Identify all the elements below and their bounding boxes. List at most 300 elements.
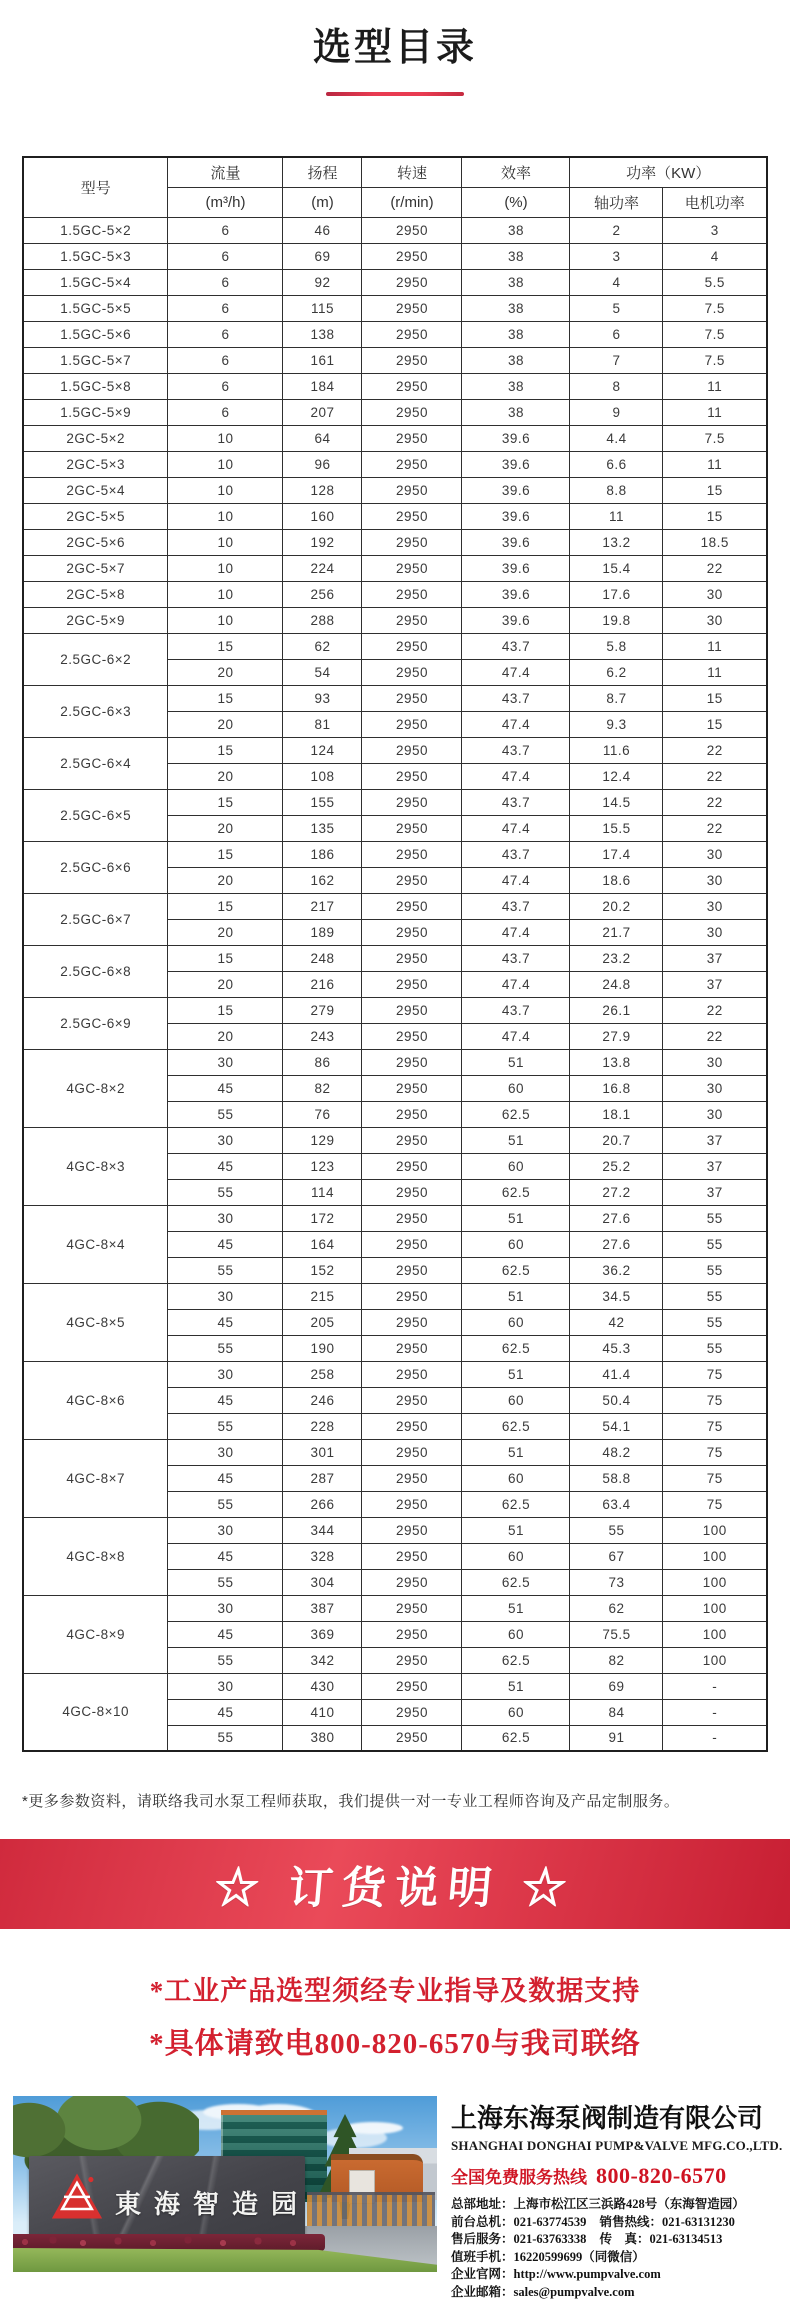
value-cell: 75 bbox=[663, 1439, 767, 1465]
value-cell: 22 bbox=[663, 737, 767, 763]
value-cell: 115 bbox=[283, 295, 362, 321]
table-row bbox=[23, 373, 767, 399]
value-cell: 6 bbox=[168, 373, 283, 399]
value-cell: 51 bbox=[462, 1049, 570, 1075]
value-cell: 224 bbox=[283, 555, 362, 581]
table-row bbox=[23, 529, 767, 555]
model-cell: 4GC-8×8 bbox=[23, 1517, 168, 1595]
value-cell: 2950 bbox=[362, 659, 462, 685]
hotline-number: 800-820-6570 bbox=[596, 2163, 727, 2188]
value-cell: 2950 bbox=[362, 997, 462, 1023]
value-cell: 2950 bbox=[362, 217, 462, 243]
table-row bbox=[23, 945, 767, 971]
value-cell: 344 bbox=[283, 1517, 362, 1543]
contact-label: 售后服务： bbox=[451, 2232, 514, 2247]
contact-pair bbox=[451, 2232, 586, 2246]
model-cell: 1.5GC-5×9 bbox=[23, 399, 168, 425]
value-cell: 6 bbox=[168, 321, 283, 347]
value-cell: 2950 bbox=[362, 789, 462, 815]
value-cell: 15 bbox=[168, 685, 283, 711]
table-header-row-1 bbox=[23, 157, 767, 187]
value-cell: 2950 bbox=[362, 1049, 462, 1075]
value-cell: 55 bbox=[168, 1413, 283, 1439]
value-cell: 9 bbox=[570, 399, 663, 425]
value-cell: 62.5 bbox=[462, 1491, 570, 1517]
value-cell: 304 bbox=[283, 1569, 362, 1595]
donghai-logo-icon bbox=[51, 2172, 103, 2220]
model-cell: 1.5GC-5×3 bbox=[23, 243, 168, 269]
value-cell: 38 bbox=[462, 321, 570, 347]
contact-label: 值班手机： bbox=[451, 2249, 514, 2264]
model-cell: 4GC-8×10 bbox=[23, 1673, 168, 1751]
value-cell: 60 bbox=[462, 1387, 570, 1413]
value-cell: 86 bbox=[283, 1049, 362, 1075]
contact-label: 销售热线： bbox=[599, 2214, 662, 2229]
value-cell: 2950 bbox=[362, 1023, 462, 1049]
value-cell: 2950 bbox=[362, 971, 462, 997]
value-cell: 138 bbox=[283, 321, 362, 347]
table-row bbox=[23, 243, 767, 269]
value-cell: 4 bbox=[570, 269, 663, 295]
value-cell: 51 bbox=[462, 1439, 570, 1465]
contact-label: 企业官网： bbox=[451, 2267, 514, 2282]
value-cell: 128 bbox=[283, 477, 362, 503]
value-cell: 410 bbox=[283, 1699, 362, 1725]
value-cell: 23.2 bbox=[570, 945, 663, 971]
value-cell: 20 bbox=[168, 971, 283, 997]
value-cell: 69 bbox=[283, 243, 362, 269]
model-cell: 4GC-8×3 bbox=[23, 1127, 168, 1205]
catalog-table-body bbox=[23, 217, 767, 1751]
value-cell: 2950 bbox=[362, 1595, 462, 1621]
value-cell: 123 bbox=[283, 1153, 362, 1179]
value-cell: 55 bbox=[168, 1569, 283, 1595]
value-cell: 22 bbox=[663, 815, 767, 841]
value-cell: 17.4 bbox=[570, 841, 663, 867]
value-cell: 6 bbox=[168, 269, 283, 295]
value-cell: 228 bbox=[283, 1413, 362, 1439]
value-cell: 10 bbox=[168, 555, 283, 581]
table-row bbox=[23, 1283, 767, 1309]
value-cell: 301 bbox=[283, 1439, 362, 1465]
table-row bbox=[23, 737, 767, 763]
value-cell: 91 bbox=[570, 1725, 663, 1751]
value-cell: 6 bbox=[570, 321, 663, 347]
value-cell: 15 bbox=[663, 503, 767, 529]
value-cell: - bbox=[663, 1725, 767, 1751]
value-cell: 13.2 bbox=[570, 529, 663, 555]
value-cell: 15.4 bbox=[570, 555, 663, 581]
value-cell: 6 bbox=[168, 347, 283, 373]
value-cell: 207 bbox=[283, 399, 362, 425]
contact-value: 021-63774539 bbox=[513, 2214, 587, 2229]
value-cell: 62.5 bbox=[462, 1179, 570, 1205]
value-cell: 84 bbox=[570, 1699, 663, 1725]
value-cell: 30 bbox=[663, 841, 767, 867]
value-cell: 58.8 bbox=[570, 1465, 663, 1491]
order-notes bbox=[0, 1969, 790, 2062]
table-row bbox=[23, 685, 767, 711]
value-cell: 62.5 bbox=[462, 1647, 570, 1673]
value-cell: 2950 bbox=[362, 269, 462, 295]
model-cell: 2GC-5×8 bbox=[23, 581, 168, 607]
value-cell: 2950 bbox=[362, 321, 462, 347]
photo-sign-wall bbox=[29, 2156, 311, 2240]
value-cell: 2950 bbox=[362, 1699, 462, 1725]
value-cell: 11 bbox=[663, 633, 767, 659]
value-cell: 15 bbox=[168, 789, 283, 815]
page-title: 选型目录 bbox=[312, 27, 477, 69]
table-row bbox=[23, 997, 767, 1023]
value-cell: 62.5 bbox=[462, 1101, 570, 1127]
value-cell: 6 bbox=[168, 295, 283, 321]
value-cell: 7.5 bbox=[663, 347, 767, 373]
value-cell: 217 bbox=[283, 893, 362, 919]
model-cell: 4GC-8×2 bbox=[23, 1049, 168, 1127]
value-cell: 43.7 bbox=[462, 841, 570, 867]
value-cell: 266 bbox=[283, 1491, 362, 1517]
value-cell: 2950 bbox=[362, 1127, 462, 1153]
value-cell: - bbox=[663, 1673, 767, 1699]
value-cell: 2950 bbox=[362, 243, 462, 269]
value-cell: 15 bbox=[168, 841, 283, 867]
value-cell: 43.7 bbox=[462, 997, 570, 1023]
col-header-flow: 流量 bbox=[168, 157, 283, 187]
value-cell: 2950 bbox=[362, 425, 462, 451]
value-cell: 45 bbox=[168, 1543, 283, 1569]
photo-folding-gate bbox=[307, 2192, 435, 2228]
table-row bbox=[23, 633, 767, 659]
model-cell: 2GC-5×6 bbox=[23, 529, 168, 555]
value-cell: 76 bbox=[283, 1101, 362, 1127]
contact-row bbox=[451, 2214, 777, 2232]
value-cell: 22 bbox=[663, 789, 767, 815]
value-cell: 2950 bbox=[362, 919, 462, 945]
contact-value: 021-63131230 bbox=[661, 2214, 735, 2229]
model-cell: 2.5GC-6×4 bbox=[23, 737, 168, 789]
value-cell: 38 bbox=[462, 269, 570, 295]
contact-label: 前台总机： bbox=[451, 2214, 514, 2229]
table-row bbox=[23, 1595, 767, 1621]
value-cell: 45 bbox=[168, 1309, 283, 1335]
value-cell: 45 bbox=[168, 1621, 283, 1647]
value-cell: 46 bbox=[283, 217, 362, 243]
hotline-label: 全国免费服务热线 bbox=[451, 2168, 587, 2187]
table-row bbox=[23, 555, 767, 581]
value-cell: 184 bbox=[283, 373, 362, 399]
value-cell: 2950 bbox=[362, 451, 462, 477]
value-cell: 45 bbox=[168, 1153, 283, 1179]
gate-sign-text: 東海智造园 bbox=[115, 2189, 311, 2219]
value-cell: 162 bbox=[283, 867, 362, 893]
value-cell: 34.5 bbox=[570, 1283, 663, 1309]
model-cell: 2GC-5×7 bbox=[23, 555, 168, 581]
value-cell: 10 bbox=[168, 607, 283, 633]
value-cell: 380 bbox=[283, 1725, 362, 1751]
value-cell: 30 bbox=[168, 1127, 283, 1153]
table-row bbox=[23, 1673, 767, 1699]
contact-pair bbox=[451, 2250, 645, 2264]
contact-pair bbox=[451, 2267, 661, 2281]
value-cell: 30 bbox=[168, 1595, 283, 1621]
contact-row bbox=[451, 2196, 777, 2214]
value-cell: 20 bbox=[168, 763, 283, 789]
value-cell: 2950 bbox=[362, 347, 462, 373]
table-row bbox=[23, 347, 767, 373]
value-cell: 164 bbox=[283, 1231, 362, 1257]
value-cell: 2950 bbox=[362, 1231, 462, 1257]
value-cell: 43.7 bbox=[462, 685, 570, 711]
value-cell: 73 bbox=[570, 1569, 663, 1595]
value-cell: 2950 bbox=[362, 1361, 462, 1387]
value-cell: 342 bbox=[283, 1647, 362, 1673]
table-row bbox=[23, 321, 767, 347]
value-cell: 100 bbox=[663, 1569, 767, 1595]
value-cell: 2950 bbox=[362, 1309, 462, 1335]
model-cell: 4GC-8×7 bbox=[23, 1439, 168, 1517]
value-cell: 6 bbox=[168, 243, 283, 269]
value-cell: 328 bbox=[283, 1543, 362, 1569]
value-cell: 60 bbox=[462, 1231, 570, 1257]
value-cell: 186 bbox=[283, 841, 362, 867]
title-underline bbox=[326, 92, 464, 96]
value-cell: 75 bbox=[663, 1413, 767, 1439]
value-cell: 45.3 bbox=[570, 1335, 663, 1361]
col-unit-speed: (r/min) bbox=[362, 187, 462, 217]
value-cell: 10 bbox=[168, 451, 283, 477]
order-banner bbox=[0, 1839, 790, 1929]
value-cell: 2950 bbox=[362, 1517, 462, 1543]
value-cell: 2950 bbox=[362, 711, 462, 737]
value-cell: 22 bbox=[663, 763, 767, 789]
table-row bbox=[23, 217, 767, 243]
order-banner-title: ☆ 订货说明 ☆ bbox=[212, 1864, 577, 1913]
value-cell: 2950 bbox=[362, 1075, 462, 1101]
model-cell: 4GC-8×5 bbox=[23, 1283, 168, 1361]
value-cell: 62.5 bbox=[462, 1413, 570, 1439]
value-cell: 2950 bbox=[362, 685, 462, 711]
model-cell: 2.5GC-6×7 bbox=[23, 893, 168, 945]
value-cell: 39.6 bbox=[462, 581, 570, 607]
value-cell: 11.6 bbox=[570, 737, 663, 763]
value-cell: 8.8 bbox=[570, 477, 663, 503]
value-cell: 100 bbox=[663, 1647, 767, 1673]
model-cell: 2.5GC-6×5 bbox=[23, 789, 168, 841]
value-cell: 30 bbox=[168, 1049, 283, 1075]
value-cell: 39.6 bbox=[462, 503, 570, 529]
value-cell: 2950 bbox=[362, 477, 462, 503]
company-name-cn: 上海东海泵阀制造有限公司 bbox=[451, 2103, 764, 2133]
order-note-1: *工业产品选型须经专业指导及数据支持 bbox=[149, 1976, 641, 2006]
value-cell: 47.4 bbox=[462, 867, 570, 893]
table-row bbox=[23, 1049, 767, 1075]
company-section bbox=[13, 2096, 783, 2302]
contact-value: http://www.pumpvalve.com bbox=[513, 2267, 661, 2282]
value-cell: 47.4 bbox=[462, 919, 570, 945]
value-cell: 18.5 bbox=[663, 529, 767, 555]
value-cell: 93 bbox=[283, 685, 362, 711]
value-cell: 21.7 bbox=[570, 919, 663, 945]
value-cell: 55 bbox=[663, 1283, 767, 1309]
value-cell: 369 bbox=[283, 1621, 362, 1647]
value-cell: 30 bbox=[168, 1283, 283, 1309]
value-cell: 45 bbox=[168, 1699, 283, 1725]
value-cell: 2950 bbox=[362, 1439, 462, 1465]
model-cell: 1.5GC-5×2 bbox=[23, 217, 168, 243]
value-cell: 256 bbox=[283, 581, 362, 607]
value-cell: 10 bbox=[168, 503, 283, 529]
value-cell: 152 bbox=[283, 1257, 362, 1283]
value-cell: 2950 bbox=[362, 1647, 462, 1673]
value-cell: 62 bbox=[283, 633, 362, 659]
value-cell: 37 bbox=[663, 945, 767, 971]
value-cell: 161 bbox=[283, 347, 362, 373]
value-cell: 216 bbox=[283, 971, 362, 997]
value-cell: 20 bbox=[168, 1023, 283, 1049]
value-cell: 2950 bbox=[362, 763, 462, 789]
table-row bbox=[23, 607, 767, 633]
value-cell: 39.6 bbox=[462, 555, 570, 581]
model-cell: 4GC-8×9 bbox=[23, 1595, 168, 1673]
contact-pair bbox=[451, 2197, 745, 2211]
value-cell: 62 bbox=[570, 1595, 663, 1621]
value-cell: 25.2 bbox=[570, 1153, 663, 1179]
value-cell: 27.2 bbox=[570, 1179, 663, 1205]
value-cell: 5 bbox=[570, 295, 663, 321]
footnote: *更多参数资料，请联络我司水泵工程师获取，我们提供一对一专业工程师咨询及产品定制服务。 bbox=[22, 1793, 680, 1810]
contact-pair bbox=[451, 2215, 586, 2229]
value-cell: 45 bbox=[168, 1075, 283, 1101]
contact-value: 16220599699（同微信） bbox=[513, 2249, 645, 2264]
value-cell: 172 bbox=[283, 1205, 362, 1231]
value-cell: 2950 bbox=[362, 1621, 462, 1647]
value-cell: 2950 bbox=[362, 1257, 462, 1283]
value-cell: 30 bbox=[168, 1673, 283, 1699]
model-cell: 2.5GC-6×6 bbox=[23, 841, 168, 893]
value-cell: 22 bbox=[663, 1023, 767, 1049]
value-cell: 62.5 bbox=[462, 1257, 570, 1283]
value-cell: 47.4 bbox=[462, 971, 570, 997]
value-cell: 3 bbox=[663, 217, 767, 243]
value-cell: 42 bbox=[570, 1309, 663, 1335]
value-cell: 2950 bbox=[362, 1725, 462, 1751]
value-cell: 15.5 bbox=[570, 815, 663, 841]
value-cell: 7.5 bbox=[663, 295, 767, 321]
contact-label: 总部地址： bbox=[451, 2197, 514, 2211]
value-cell: 51 bbox=[462, 1361, 570, 1387]
value-cell: 30 bbox=[168, 1517, 283, 1543]
contact-value: 021-63134513 bbox=[649, 2232, 723, 2247]
contact-row bbox=[451, 2249, 777, 2267]
col-header-shaft-power: 轴功率 bbox=[570, 187, 663, 217]
value-cell: 108 bbox=[283, 763, 362, 789]
service-hotline bbox=[451, 2163, 777, 2189]
table-row bbox=[23, 1439, 767, 1465]
value-cell: 22 bbox=[663, 555, 767, 581]
model-cell: 2GC-5×3 bbox=[23, 451, 168, 477]
value-cell: 96 bbox=[283, 451, 362, 477]
model-cell: 2.5GC-6×2 bbox=[23, 633, 168, 685]
value-cell: 243 bbox=[283, 1023, 362, 1049]
value-cell: 100 bbox=[663, 1595, 767, 1621]
value-cell: 14.5 bbox=[570, 789, 663, 815]
value-cell: 11 bbox=[663, 399, 767, 425]
value-cell: 6.2 bbox=[570, 659, 663, 685]
col-unit-head: (m) bbox=[283, 187, 362, 217]
model-cell: 4GC-8×4 bbox=[23, 1205, 168, 1283]
value-cell: 215 bbox=[283, 1283, 362, 1309]
col-unit-efficiency: (%) bbox=[462, 187, 570, 217]
value-cell: 60 bbox=[462, 1075, 570, 1101]
value-cell: 30 bbox=[663, 581, 767, 607]
value-cell: 246 bbox=[283, 1387, 362, 1413]
value-cell: 27.9 bbox=[570, 1023, 663, 1049]
value-cell: 20 bbox=[168, 919, 283, 945]
model-cell: 2GC-5×4 bbox=[23, 477, 168, 503]
value-cell: 2950 bbox=[362, 737, 462, 763]
value-cell: 100 bbox=[663, 1543, 767, 1569]
table-row bbox=[23, 451, 767, 477]
value-cell: 15 bbox=[168, 945, 283, 971]
value-cell: 12.4 bbox=[570, 763, 663, 789]
value-cell: 2950 bbox=[362, 399, 462, 425]
col-header-head: 扬程 bbox=[283, 157, 362, 187]
value-cell: 287 bbox=[283, 1465, 362, 1491]
value-cell: 20 bbox=[168, 711, 283, 737]
value-cell: 129 bbox=[283, 1127, 362, 1153]
value-cell: 19.8 bbox=[570, 607, 663, 633]
contact-label: 企业邮箱： bbox=[451, 2284, 514, 2299]
value-cell: 51 bbox=[462, 1127, 570, 1153]
value-cell: 39.6 bbox=[462, 451, 570, 477]
value-cell: 75 bbox=[663, 1387, 767, 1413]
contact-row bbox=[451, 2266, 777, 2284]
value-cell: 43.7 bbox=[462, 789, 570, 815]
value-cell: 54 bbox=[283, 659, 362, 685]
model-cell: 2GC-5×9 bbox=[23, 607, 168, 633]
contact-pair bbox=[599, 2232, 722, 2246]
value-cell: 30 bbox=[663, 893, 767, 919]
value-cell: 17.6 bbox=[570, 581, 663, 607]
value-cell: 15 bbox=[168, 633, 283, 659]
value-cell: 75 bbox=[663, 1491, 767, 1517]
col-header-power: 功率（KW） bbox=[570, 157, 767, 187]
value-cell: 2950 bbox=[362, 373, 462, 399]
value-cell: 11 bbox=[663, 451, 767, 477]
value-cell: 30 bbox=[168, 1439, 283, 1465]
value-cell: 15 bbox=[663, 685, 767, 711]
value-cell: 20.7 bbox=[570, 1127, 663, 1153]
table-row bbox=[23, 1127, 767, 1153]
value-cell: 51 bbox=[462, 1283, 570, 1309]
value-cell: 55 bbox=[168, 1647, 283, 1673]
value-cell: 13.8 bbox=[570, 1049, 663, 1075]
value-cell: 387 bbox=[283, 1595, 362, 1621]
value-cell: 30 bbox=[168, 1205, 283, 1231]
company-name-en: SHANGHAI DONGHAI PUMP&VALVE MFG.CO.,LTD. bbox=[451, 2138, 783, 2153]
table-row bbox=[23, 269, 767, 295]
table-row bbox=[23, 503, 767, 529]
value-cell: 2950 bbox=[362, 1673, 462, 1699]
value-cell: 30 bbox=[168, 1361, 283, 1387]
table-row bbox=[23, 477, 767, 503]
value-cell: 62.5 bbox=[462, 1725, 570, 1751]
value-cell: 62.5 bbox=[462, 1335, 570, 1361]
value-cell: 75 bbox=[663, 1361, 767, 1387]
model-cell: 2.5GC-6×8 bbox=[23, 945, 168, 997]
value-cell: 2950 bbox=[362, 295, 462, 321]
value-cell: 16.8 bbox=[570, 1075, 663, 1101]
